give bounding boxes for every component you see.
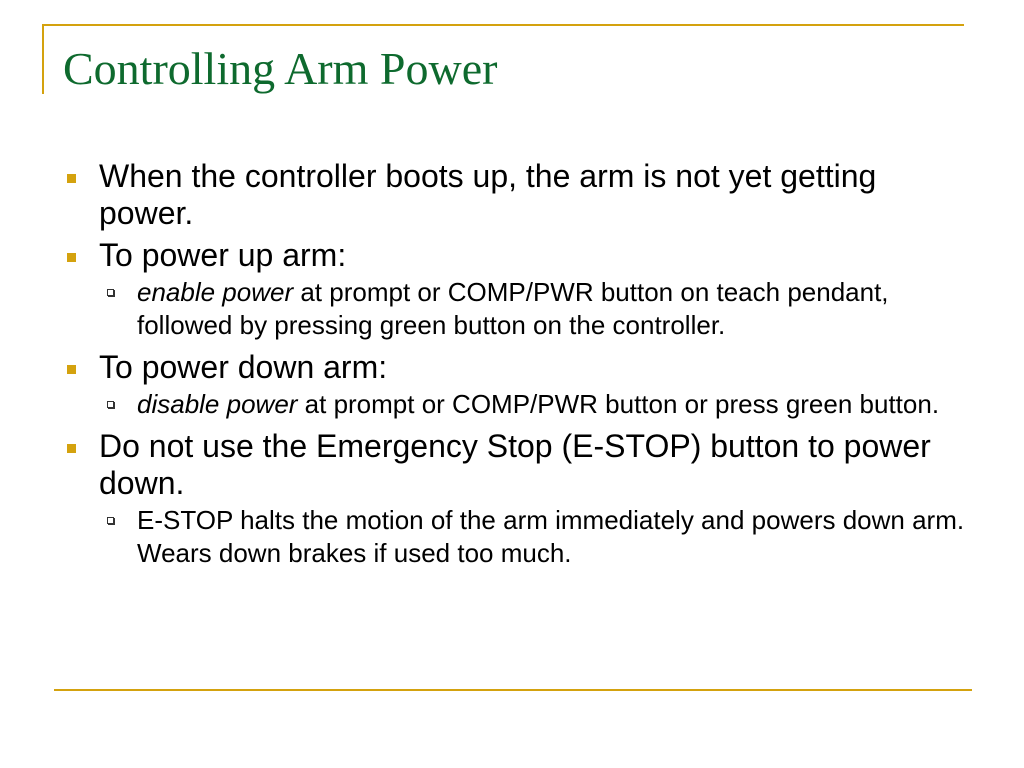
bullet-text: To power down arm: (99, 349, 388, 385)
bullet-emphasis: disable power (137, 389, 298, 419)
hollow-square-bullet-icon (107, 401, 114, 408)
slide-title: Controlling Arm Power (63, 43, 498, 94)
bullet-text: Do not use the Emergency Stop (E-STOP) button to power down. (99, 428, 931, 501)
frame-left-rule (42, 24, 44, 94)
frame-bottom-rule (54, 689, 972, 691)
bullet-emphasis: enable power (137, 277, 294, 307)
sub-bullet-item-disable-power (62, 388, 972, 421)
bullet-text: When the controller boots up, the arm is not yet getting power. (99, 158, 877, 231)
bullet-text: To power up arm: (99, 237, 347, 273)
bullet-item-boot-power (62, 158, 972, 232)
bullet-text: E-STOP halts the motion of the arm immediately and powers down arm. Wears down brakes if used too much. (137, 505, 965, 568)
sub-bullet-item-enable-power (62, 276, 972, 342)
bullet-list (62, 158, 972, 570)
filled-square-bullet-icon (67, 444, 76, 453)
filled-square-bullet-icon (67, 253, 76, 262)
hollow-square-bullet-icon (107, 517, 114, 524)
bullet-text: at prompt or COMP/PWR button or press green button. (297, 389, 940, 419)
filled-square-bullet-icon (67, 365, 76, 374)
hollow-square-bullet-icon (107, 289, 114, 296)
sub-bullet-item-estop-effect (62, 504, 972, 570)
bullet-text: at prompt or COMP/PWR button on teach pendant, followed by pressing green button on the controller. (137, 277, 889, 340)
filled-square-bullet-icon (67, 174, 76, 183)
frame-top-rule (42, 24, 964, 26)
bullet-item-power-up (62, 237, 972, 274)
bullet-item-power-down (62, 349, 972, 386)
bullet-item-estop-warning (62, 428, 972, 502)
